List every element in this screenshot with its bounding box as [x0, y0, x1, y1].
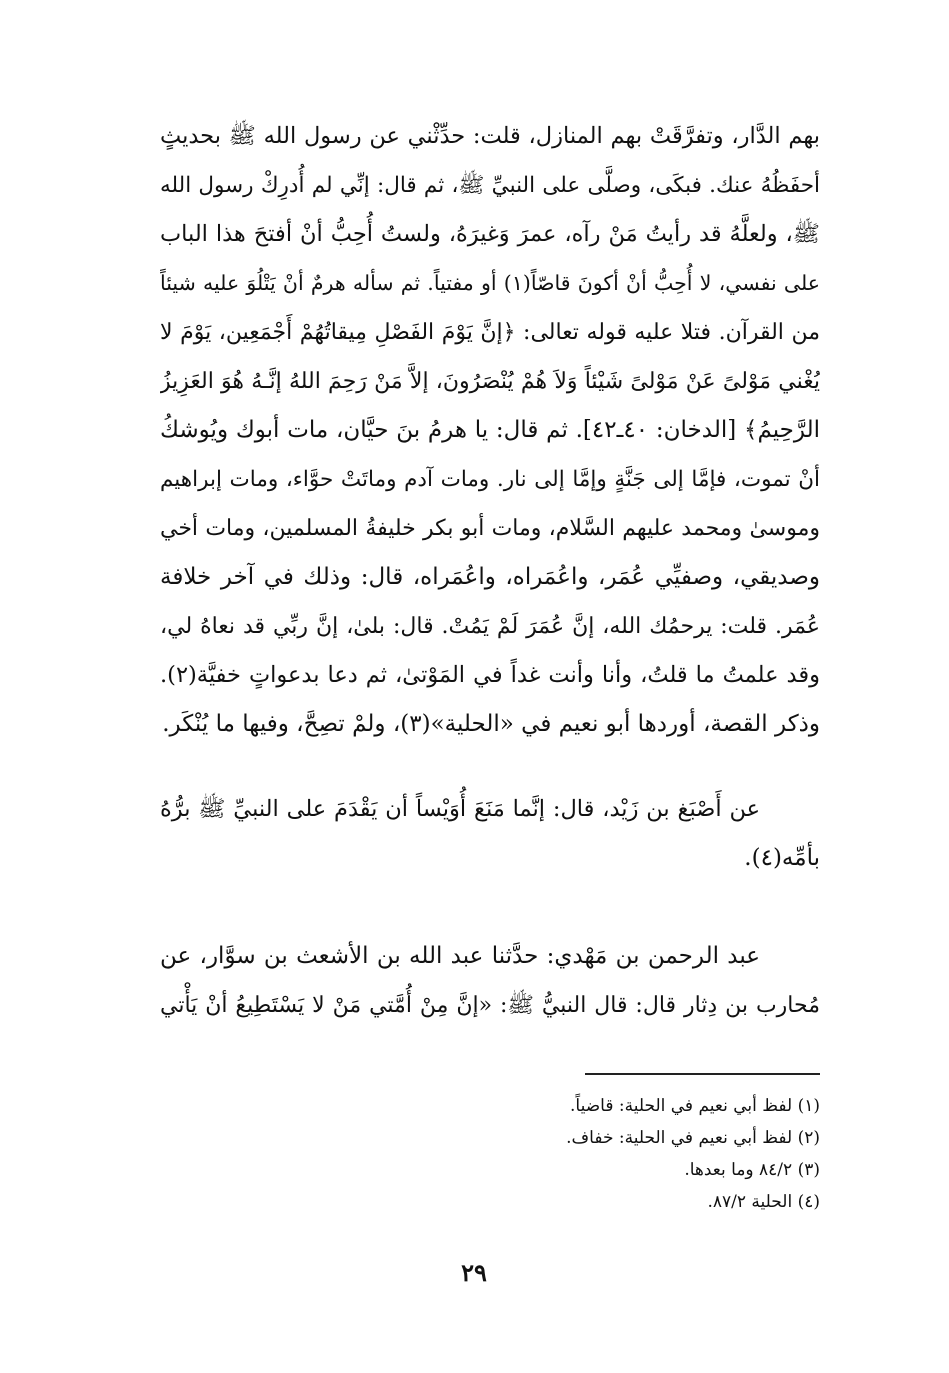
- text-line: على نفسي، لا أُحِبُّ أنْ أكونَ قاصّاً(١) أو مفتياً. ثم سأله هرمٌ أنْ يَتْلُوَ عليه شيئاً: [160, 271, 820, 295]
- footnote-2: (٢) لفظ أبي نعيم في الحلية: خفاف.: [566, 1128, 820, 1148]
- text-line: يُغْني مَوْلىً عَنْ مَوْلىً شَيْئاً وَلاَ هُمْ يُنْصَرُونَ، إلاَّ مَنْ رَحِمَ اللهُ إنَّـهُ هُوَ العَزِيزُ: [160, 369, 820, 394]
- text-line: وصديقي، وصفيِّي عُمَر، واعُمَراه، واعُمَراه، قال: وذلك في آخر خلافة: [160, 564, 820, 590]
- text-line: مُحارب بن دِثار قال: قال النبيُّ ﷺ: «إنَّ مِنْ أُمَّتي مَنْ لا يَسْتَطِيعُ أنْ يَأْتي: [160, 993, 820, 1018]
- text-line: الرَّحِيمُ﴾ [الدخان: ٤٠ـ٤٢]. ثم قال: يا هرمُ بنَ حيَّان، مات أبوك ويُوشكُ: [160, 417, 820, 443]
- text-line: عبد الرحمن بن مَهْدي: حدَّثنا عبد الله بن الأشعث بن سوَّار، عن: [160, 943, 760, 969]
- text-line: وقد علمتُ ما قلتُ، وأنا وأنت غداً في المَوْتىٰ، ثم دعا بدعواتٍ خفيَّة(٢).: [160, 662, 820, 688]
- page-number: ٢٩: [461, 1258, 487, 1287]
- footnote-1: (١) لفظ أبي نعيم في الحلية: قاضياً.: [570, 1096, 820, 1116]
- paragraph-abdulrahman: [160, 932, 820, 1030]
- text-line: ﷺ، ولعلَّهُ قد رأيتُ مَنْ رآه، عمرَ وَغيرَهُ، ولستُ أُحِبُّ أنْ أفتحَ هذا الباب: [160, 221, 820, 247]
- text-line: أحفَظُهُ عنك. فبكَى، وصلَّى على النبيِّ ﷺ، ثم قال: إنِّي لم أُدرِكْ رسول الله: [160, 173, 820, 198]
- text-line: عُمَر. قلت: يرحمُك الله، إنَّ عُمَرَ لَمْ يَمُتْ. قال: بلىٰ، إنَّ ربِّي قد نعاهُ لي،: [160, 614, 820, 639]
- text-line: بهم الدَّار، وتفرَّقَتْ بهم المنازل، قلت: حدِّثْني عن رسول الله ﷺ بحديثٍ: [160, 123, 820, 149]
- paragraph-asbagh: [160, 785, 820, 883]
- text-line: وموسىٰ ومحمد عليهم السَّلام، ومات أبو بكر خليفةُ المسلمين، ومات أخي: [160, 516, 820, 541]
- footnotes: [400, 1090, 820, 1218]
- footnote-4: (٤) الحلية ٨٧/٢.: [707, 1192, 820, 1212]
- text-line: عن أَصْبَغ بن زَيْد، قال: إنَّما مَنَعَ أُوَيْساً أن يَقْدَمَ على النبيِّ ﷺ برُّهُ: [160, 796, 760, 822]
- footnote-3: (٣) ٨٤/٢ وما بعدها.: [684, 1160, 820, 1180]
- text-line: من القرآن. فتلا عليه قوله تعالى: ﴿إنَّ يَوْمَ الفَصْلِ مِيقاتُهُمْ أَجْمَعِين، يَوْمَ لا: [160, 320, 820, 345]
- text-line: وذكر القصة، أوردها أبو نعيم في «الحلية»(٣)، ولمْ تصِحَّ، وفيها ما يُنْكَر.: [162, 711, 820, 737]
- text-line: أنْ تموت، فإمَّا إلى جَنَّةٍ وإمَّا إلى نار. ومات آدم وماتَتْ حوَّاء، ومات إبراهيم: [160, 467, 820, 492]
- text-line: بأمِّه(٤).: [744, 845, 820, 871]
- footnote-divider: [585, 1073, 820, 1075]
- paragraph-uwais-story: [160, 112, 820, 749]
